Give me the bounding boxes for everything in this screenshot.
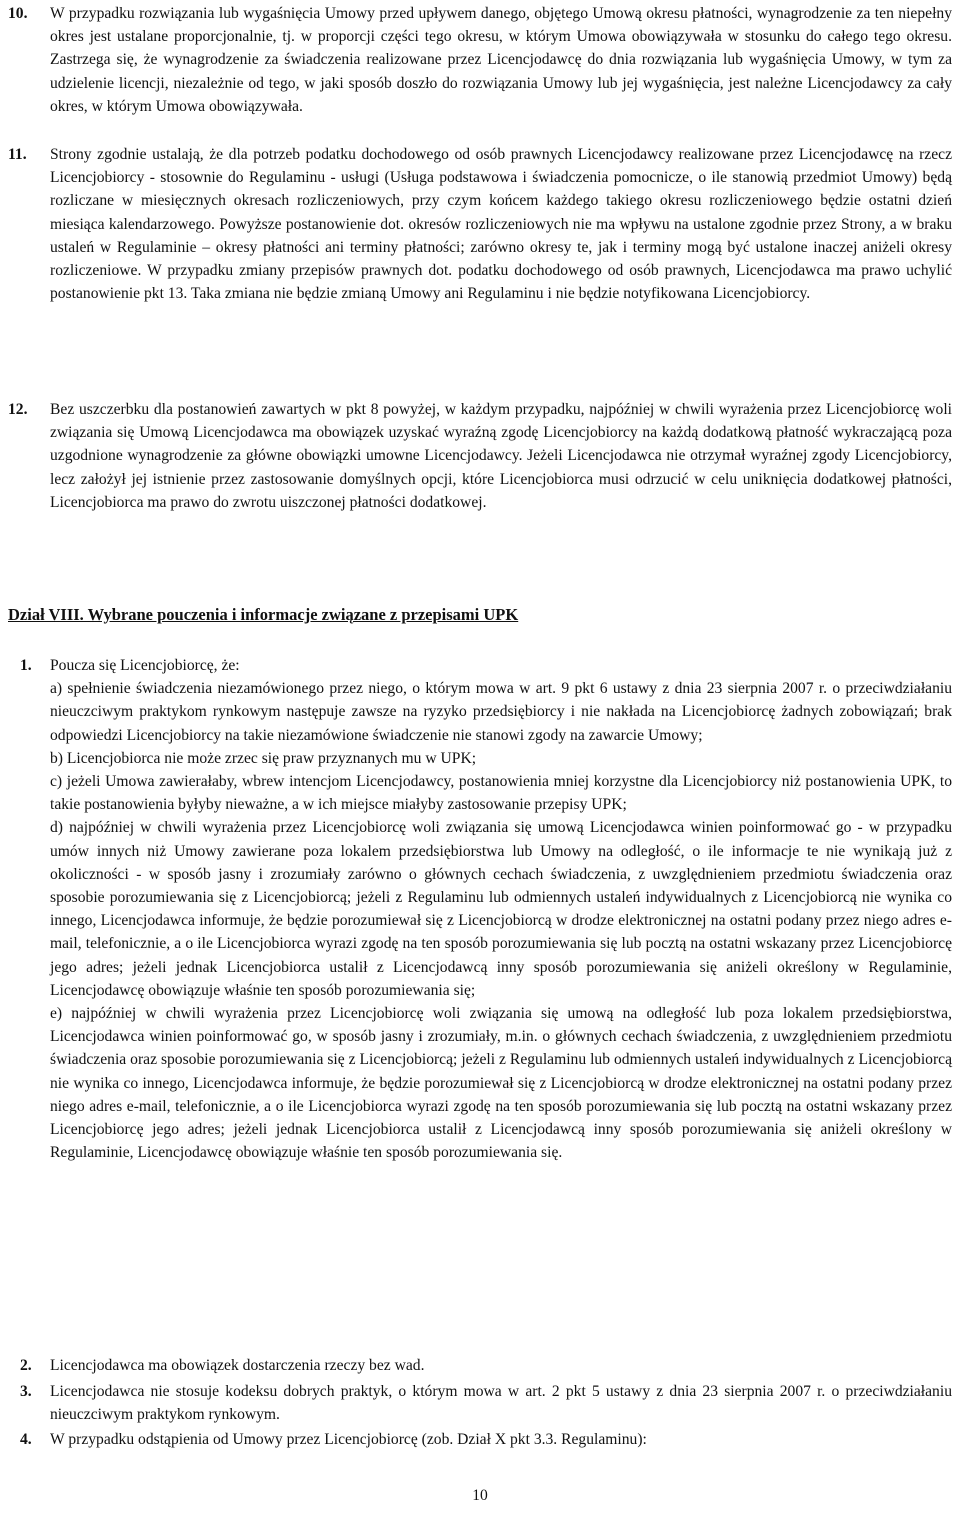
list-text: W przypadku odstąpienia od Umowy przez Licencjobiorcę (zob. Dział X pkt 3.3. Regulaminu): xyxy=(50,1431,647,1448)
list-number: 4. xyxy=(20,1431,32,1448)
list-item-4 xyxy=(8,1428,952,1451)
list-text: Licencjodawca ma obowiązek dostarczenia rzeczy bez wad. xyxy=(50,1357,425,1374)
subpoint-b: b) Licencjobiorca nie może zrzec się praw przyznanych mu w UPK; xyxy=(50,749,477,767)
subpoint-c: c) jeżeli Umowa zawierałaby, wbrew intencjom Licencjodawcy, postanowienia mniej korzystne dla Licencjobiorcy niż postanowienia UPK, to takie postanowienia byłyby nieważne, a w ich miejsce miałyby zastosowanie przepisy UPK; xyxy=(50,773,952,814)
subpoint-a: a) spełnienie świadczenia niezamówionego przez niego, o którym mowa w art. 9 pkt 6 ustawy z dnia 23 sierpnia 2007 r. o przeciwdziałaniu nieuczciwym praktykom rynkowym następuje zawsze na ryzyko przedsiębiorcy i nie nakłada na Licencjobiorcę żadnych zobowiązań; brak odpowiedzi Licencjobiorcy na takie niezamówione świadczenie nie stanowi zgody na zawarcie Umowy; xyxy=(50,680,952,744)
paragraph-text: Strony zgodnie ustalają, że dla potrzeb podatku dochodowego od osób prawnych Licencjodawcy realizowane przez Licencjodawcę na rzecz Licencjobiorcy - stosownie do Regulaminu - usługi (Usługa podstawowa i świadczenia pomocnicze, o ile stanowią przedmiot Umowy) będą rozliczane w miesięcznych okresach rozliczeniowych, przy czym końcem każdego takiego okresu rozliczeniowego będzie ostatni dzień miesiąca kalendarzowego. Powyższe postanowienie dot. okresów rozliczeniowych nie ma wpływu na ustalone zgodnie przez Strony, a w braku ustaleń w Regulaminie – okresy płatności ani terminy płatności; zarówno okresy te, jak i terminy mogą być ustalone inaczej aniżeli okresy rozliczeniowe. W przypadku zmiany przepisów prawnych dot. podatku dochodowego od osób prawnych, Licencjodawca ma prawo uchylić postanowienie pkt 13. Taka zmiana nie będzie zmianą Umowy ani Regulaminu i nie będzie notyfikowana Licencjobiorcy. xyxy=(50,146,952,303)
list-item-1 xyxy=(8,654,952,1164)
paragraph-text: W przypadku rozwiązania lub wygaśnięcia Umowy przed upływem danego, objętego Umową okresu płatności, wynagrodzenie za ten niepełny okres jest ustalane proporcjonalnie, tj. w proporcji części tego okresu, w którym Umowa obowiązywała w stosunku do całego tego okresu. Zastrzega się, że wynagrodzenie za świadczenia realizowane przez Licencjodawcę do dnia rozwiązania lub wygaśnięcia Umowy, w tym za udzielenie licencji, niezależnie od tego, w jaki sposób doszło do rozwiązania Umowy lub jej wygaśnięcia, jest należne Licencjodawcy za cały okres, w którym Umowa obowiązywała. xyxy=(50,5,952,115)
section-heading: Dział VIII. Wybrane pouczenia i informacje związane z przepisami UPK xyxy=(8,605,519,624)
page-number: 10 xyxy=(472,1487,488,1504)
paragraph-12 xyxy=(8,398,952,514)
paragraph-number: 12. xyxy=(8,401,28,418)
list-intro: Poucza się Licencjobiorcę, że: xyxy=(50,657,240,674)
list-number: 3. xyxy=(20,1383,32,1400)
list-number: 2. xyxy=(20,1357,32,1374)
list-number: 1. xyxy=(20,657,32,674)
paragraph-11 xyxy=(8,143,952,305)
paragraph-number: 10. xyxy=(8,5,28,22)
subpoint-d: d) najpóźniej w chwili wyrażenia przez Licencjobiorcę woli związania się umową Licencjodawca winien poinformować go - w przypadku umów innych niż Umowy zawierane poza lokalem przedsiębiorstwa lub Umowy na odległość, o ile informacje te nie wynikają już z okoliczności - w sposób jasny i zrozumiały zarówno o głównych cechach świadczenia, z uwzględnieniem przedmiotu świadczenia oraz sposobie porozumiewania się z Licencjobiorcą; jeżeli z Regulaminu lub odmiennych ustaleń indywidualnych z Licencjobiorcą nie wynika co innego, Licencjodawca informuje, że będzie porozumiewał się z Licencjobiorcą w drodze elektronicznej na ostatni podany przez niego adres e-mail, telefonicznie, a o ile Licencjobiorca wyrazi zgodę na ten sposób porozumiewania się lub pocztą na ostatni wskazany przez Licencjobiorcę jego adres; jeżeli jednak Licencjobiorca ustalił z Licencjodawcą inny sposób porozumiewania się aniżeli określony w Regulaminie, Licencjodawcę obowiązuje właśnie ten sposób porozumiewania się; xyxy=(50,819,952,999)
paragraph-number: 11. xyxy=(8,146,27,163)
subpoint-e: e) najpóźniej w chwili wyrażenia przez Licencjobiorcę woli związania się umową na odległość lub poza lokalem przedsiębiorstwa, Licencjodawca winien poinformować go, w sposób jasny i zrozumiały, m.in. o głównych cechach świadczenia, z uwzględnieniem przedmiotu świadczenia oraz sposobie porozumiewania się z Licencjobiorcą; jeżeli z Regulaminu lub odmiennych ustaleń indywidualnych z Licencjobiorcą nie wynika co innego, Licencjodawca informuje, że będzie porozumiewał się z Licencjobiorcą w drodze elektronicznej na ostatni podany przez niego adres e-mail, telefonicznie, a o ile Licencjobiorca wyrazi zgodę na ten sposób porozumiewania się lub pocztą na ostatni wskazany przez Licencjobiorcę jego adres; jeżeli jednak Licencjobiorca ustalił z Licencjodawcą inny sposób porozumiewania się aniżeli określony w Regulaminie, Licencjodawcę obowiązuje właśnie ten sposób porozumiewania się. xyxy=(50,1005,952,1162)
list-item-3 xyxy=(8,1380,952,1426)
paragraph-text: Bez uszczerbku dla postanowień zawartych w pkt 8 powyżej, w każdym przypadku, najpóźniej w chwili wyrażenia przez Licencjobiorcę woli związania się Umową Licencjodawca ma obowiązek uzyskać wyraźną zgodę Licencjobiorcy na każdą dodatkową płatność wykraczającą poza uzgodnione wynagrodzenie za główne obowiązki umowne Licencjodawcy. Jeżeli Licencjodawca nie otrzymał wyraźnej zgody Licencjobiorcy, lecz założył jej istnienie przez zastosowanie domyślnych opcji, które Licencjobiorca musi odrzucić w celu uniknięcia dodatkowej płatności, Licencjobiorca ma prawo do zwrotu uiszczonej płatności dodatkowej. xyxy=(50,401,952,511)
list-text: Licencjodawca nie stosuje kodeksu dobrych praktyk, o którym mowa w art. 2 pkt 5 ustawy z dnia 23 sierpnia 2007 r. o przeciwdziałaniu nieuczciwym praktykom rynkowym. xyxy=(50,1383,952,1424)
paragraph-10 xyxy=(8,2,952,118)
list-item-2 xyxy=(8,1354,952,1377)
